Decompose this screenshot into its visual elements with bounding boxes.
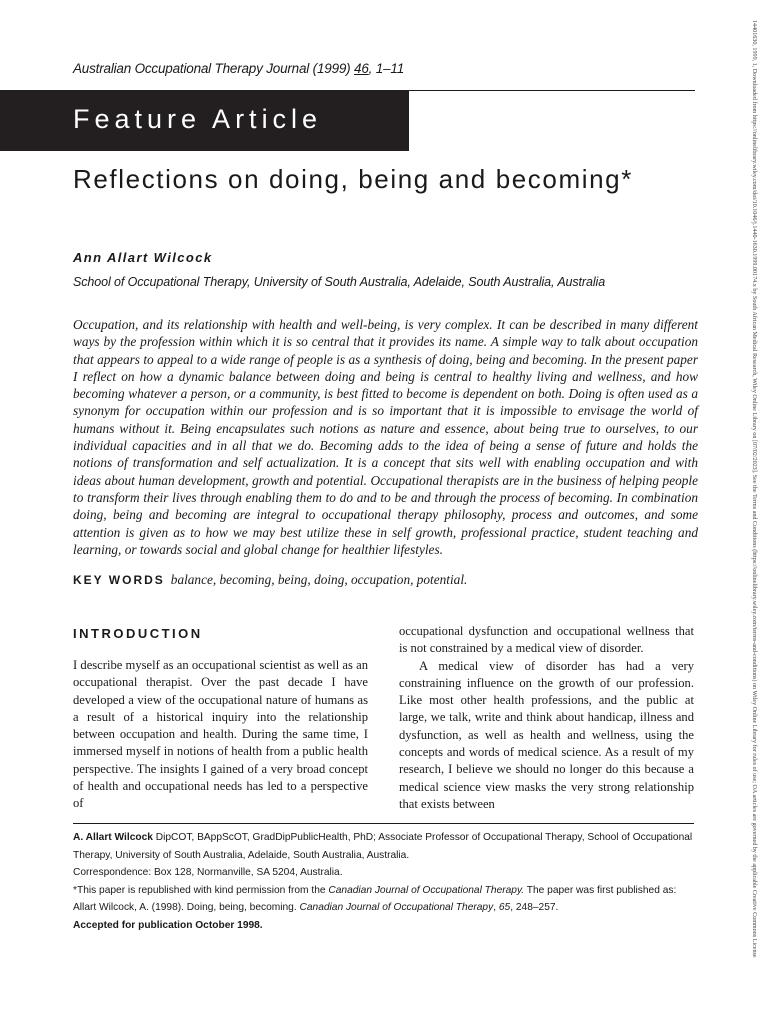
journal-year: (1999)	[312, 61, 351, 76]
download-sidebar	[743, 20, 763, 1005]
footnote-rule	[73, 823, 694, 824]
article-title: Reflections on doing, being and becoming*	[73, 164, 633, 194]
body-left-column	[73, 657, 368, 813]
journal-name: Australian Occupational Therapy Journal	[73, 61, 310, 76]
body-paragraph: I describe myself as an occupational scientist as well as an occupational therapist. Over the past decade I have developed a view of the occupational nature of humans as a result of a historical inquiry into the relationship between occupation and health. During the same time, I immersed myself in notions of health from a public health perspective. The insights I gained of a very broad concept of health and occupational needs has led to a perspective of	[73, 658, 368, 811]
section-heading-introduction: INTRODUCTION	[73, 626, 203, 641]
journal-citation	[73, 61, 404, 76]
feature-article-banner	[0, 90, 409, 151]
repub-journal-2: Canadian Journal of Occupational Therapy	[299, 902, 494, 913]
footnotes	[73, 829, 698, 934]
repub-volume: 65	[498, 902, 511, 913]
keywords-line	[73, 572, 467, 588]
repub-journal: Canadian Journal of Occupational Therapy.	[328, 884, 525, 896]
correspondence-footnote: Correspondence: Box 128, Normanville, SA 5204, Australia.	[73, 867, 343, 878]
keywords-list: balance, becoming, being, doing, occupation, potential.	[170, 572, 468, 587]
article-abstract: Occupation, and its relationship with health and well-being, is very complex. It can be described in many different ways by the profession within which it is so central that it provides its name. A simple way to talk about occupation that appears to appeal to a wide range of people is as a synthesis of doing, being and becoming. In the present paper I reflect on how a dynamic balance between doing and being is central to healthy living and wellness, and how becoming whatever a person, or a community, is best fitted to become is dependent on both. Doing is often used as a synonym for occupation within our profession and is so important that it is impossible to envisage the world of humans without it. Being encapsulates such notions as nature and essence, about being true to ourselves, to our individual capacities and in all that we do. Becoming adds to the idea of being a sense of future and holds the notions of transformation and self actualization. It is a concept that sits well with enabling occupation and with ideas about human development, growth and potential. Occupational therapists are in the business of helping people to transform their lives through enabling them to do and to be and through the process of becoming. In combination doing, being and becoming are integral to occupational therapy philosophy, process and outcomes, and some attention is given as to how we may best utilize these in self growth, professional practice, student teaching and learning, or towards social and global change for healthier lifestyles.	[73, 317, 698, 557]
repub-text: *This paper is republished with kind permission from the	[73, 884, 329, 896]
download-notice: 14401630, 1999, 1, Downloaded from https://onlinelibrary.wiley.com/doi/10.1046/j.1440-1630.1999.00174.x by South African Medical Research, Wiley Online Library on [07/02/2023]. See the Terms and Conditions (https://onlinelibrary.wiley.com/terms-and-conditions) on Wiley Online Library for rules of use; OA articles are governed by the applicable Creative Commons License	[751, 20, 757, 958]
footnote-credentials: DipCOT, BAppScOT, GradDipPublicHealth, PhD; Associate Professor of Occupational Therapy, School of Occupational Therapy, University of South Australia, Adelaide, South Australia, Australia.	[73, 832, 693, 861]
author-footnote	[73, 829, 698, 864]
repub-pages: , 248–257.	[510, 902, 559, 913]
journal-pages: , 1–11	[368, 61, 405, 76]
republication-footnote	[73, 882, 698, 917]
repub-separator: ,	[493, 902, 499, 913]
footnote-author-name: A. Allart Wilcock	[73, 832, 153, 843]
keywords-label: KEY WORDS	[73, 573, 165, 587]
body-right-column	[399, 623, 694, 813]
header-rule	[409, 90, 695, 91]
article-author: Ann Allart Wilcock	[73, 250, 213, 265]
body-paragraph: A medical view of disorder has had a very constraining influence on the growth of our profession. Like most other health professions, and the public at large, we talk, write and think about handicap, illness and dysfunction, as well as health and wellness, using the concepts and words of medical science. As a result of my research, I believe we should no longer do this because a medical science view masks the very strong relationship that exists between	[399, 658, 694, 811]
body-paragraph: occupational dysfunction and occupational wellness that is not constrained by a medical view of disorder.	[399, 624, 694, 656]
journal-volume: 46	[354, 61, 369, 76]
banner-label: Feature Article	[73, 104, 323, 134]
repub-text-mid: The paper was first published as: Allart Wilcock, A. (1998). Doing, being, becoming.	[73, 884, 677, 913]
author-affiliation: School of Occupational Therapy, University of South Australia, Adelaide, South Australia, Australia	[73, 275, 606, 289]
accepted-note: Accepted for publication October 1998.	[73, 919, 263, 931]
